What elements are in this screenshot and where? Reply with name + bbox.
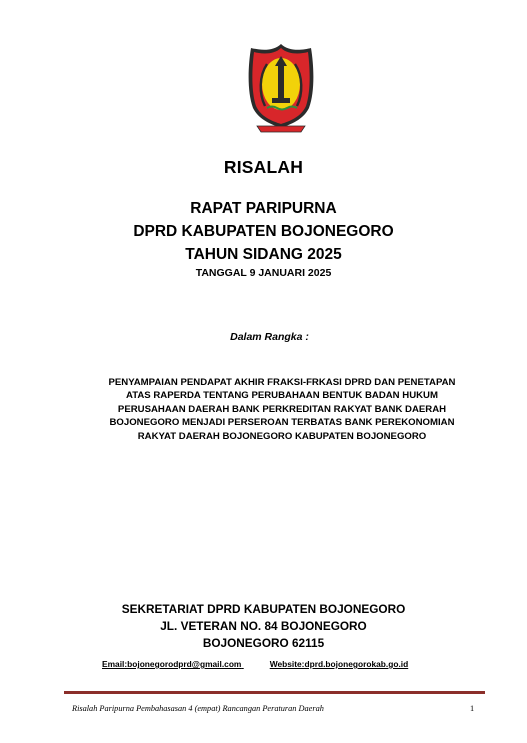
meeting-type: RAPAT PARIPURNA	[190, 200, 337, 217]
bojonegoro-regency-emblem-icon	[245, 42, 317, 138]
meeting-date: TANGGAL 9 JANUARI 2025	[195, 267, 332, 279]
document-title: RISALAH	[223, 157, 304, 177]
agenda-line: ATAS RAPERDA TENTANG PERUBAHAAN BENTUK BADAN HUKUM	[126, 390, 438, 402]
context-label: Dalam Rangka :	[230, 331, 309, 343]
page-number: 1	[470, 704, 475, 713]
secretariat-name: SEKRETARIAT DPRD KABUPATEN BOJONEGORO	[121, 602, 406, 616]
secretariat-address: JL. VETERAN NO. 84 BOJONEGORO	[160, 619, 367, 633]
footer-divider	[64, 691, 485, 694]
footer-caption: Risalah Paripurna Pembahasasan 4 (empat) Rancangan Peraturan Daerah	[72, 704, 324, 713]
agenda-line: BOJONEGORO MENJADI PERSEROAN TERBATAS BANK PEREKONOMIAN	[109, 417, 455, 429]
council-name: DPRD KABUPATEN BOJONEGORO	[133, 223, 394, 240]
contact-line	[102, 659, 408, 669]
session-year: TAHUN SIDANG 2025	[185, 246, 342, 263]
agenda-text	[60, 376, 504, 443]
agenda-line: PERUSAHAAN DAERAH BANK PERKREDITAN RAKYAT BANK DAERAH	[117, 403, 447, 415]
website-link[interactable]: Website:dprd.bojonegorokab.go.id	[269, 659, 409, 669]
emblem-tower-base	[272, 98, 290, 103]
agenda-line: RAKYAT DAERAH BOJONEGORO KABUPATEN BOJONEGORO	[137, 430, 427, 442]
agenda-line: PENYAMPAIAN PENDAPAT AKHIR FRAKSI-FRKASI DPRD DAN PENETAPAN	[108, 377, 456, 388]
email-link[interactable]: Email:bojonegorodprd@gmail.com	[102, 659, 242, 669]
emblem-ribbon	[257, 126, 305, 132]
emblem-tower	[278, 64, 284, 100]
regency-emblem	[245, 42, 317, 138]
secretariat-city: BOJONEGORO 62115	[202, 636, 325, 650]
